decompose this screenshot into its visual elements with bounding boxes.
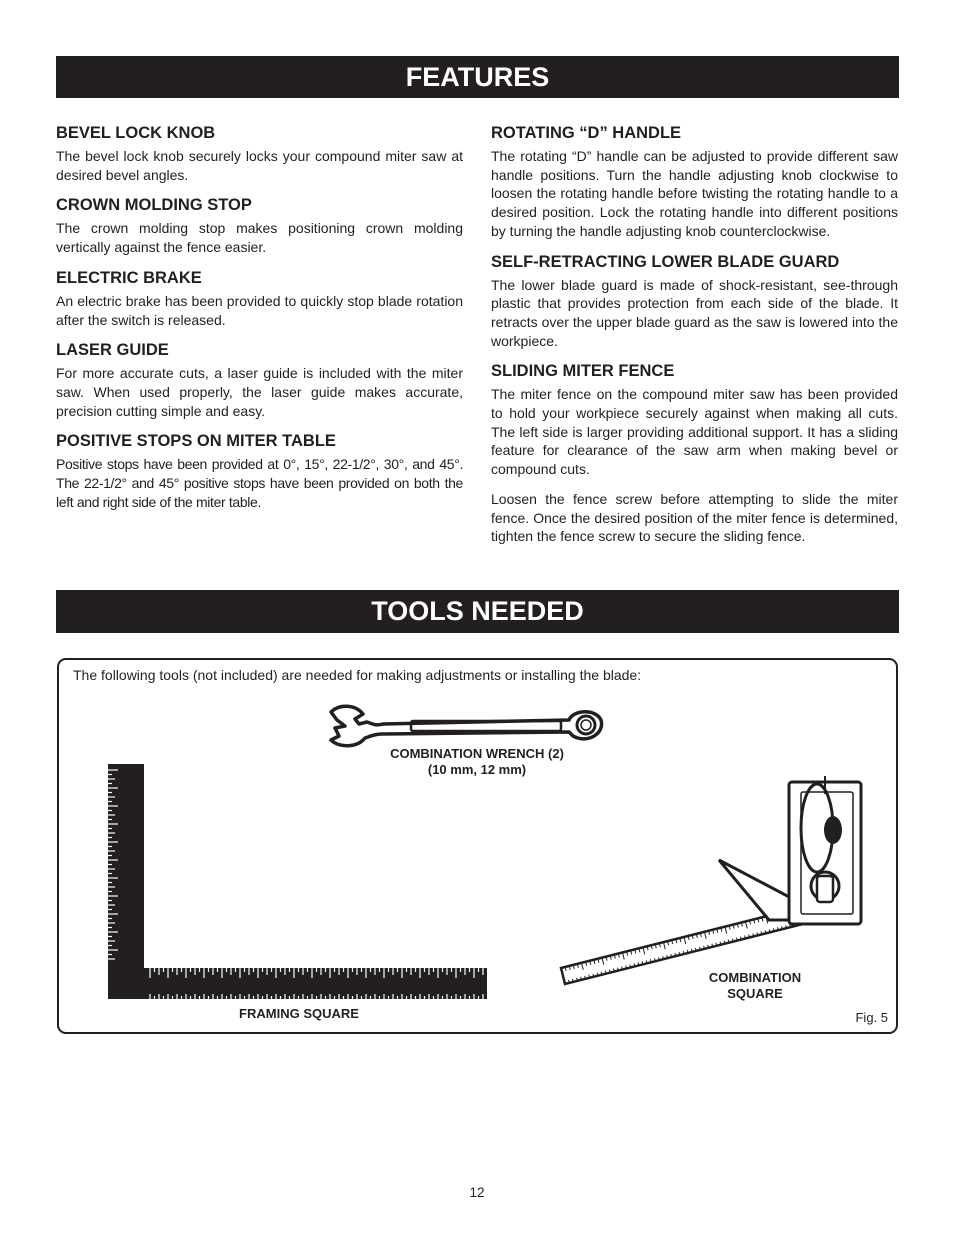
wrench-caption-line2: (10 mm, 12 mm) <box>427 762 527 777</box>
features-left-column <box>56 123 463 522</box>
feature-bevel-lock-knob <box>56 123 463 184</box>
wrench-caption-line1: COMBINATION WRENCH (2) <box>390 746 564 761</box>
tools-needed-title: TOOLS NEEDED <box>371 596 584 626</box>
feature-body: The miter fence on the compound miter saw has been provided to hold your workpiece securely against when making all cuts. The left side is larger providing additional support. It has a sliding feature for clearance of the saw arm when making bevel or compound cuts. <box>491 386 898 478</box>
feature-laser-guide <box>56 340 463 420</box>
feature-heading: CROWN MOLDING STOP <box>56 196 252 215</box>
combination-caption-line1: COMBINATION <box>708 970 802 985</box>
feature-body: An electric brake has been provided to quickly stop blade rotation after the switch is released. <box>56 292 463 328</box>
feature-body: The lower blade guard is made of shock-resistant, see-through plastic that provides protection from each side of the blade. It retracts over the upper blade guard as the saw is lowered into the workpiece. <box>491 276 898 349</box>
page-number: 12 <box>469 1185 485 1200</box>
framing-square-icon <box>106 762 488 1004</box>
feature-sliding-miter-fence <box>491 361 898 546</box>
feature-crown-molding-stop <box>56 195 463 256</box>
feature-lower-blade-guard <box>491 252 898 351</box>
feature-heading: BEVEL LOCK KNOB <box>56 124 216 142</box>
feature-heading: ROTATING “D” HANDLE <box>491 124 682 142</box>
feature-positive-stops <box>56 431 463 511</box>
tools-intro-text: The following tools (not included) are needed for making adjustments or installing the blade: <box>73 667 642 683</box>
feature-heading: POSITIVE STOPS ON MITER TABLE <box>56 432 336 451</box>
feature-heading: ELECTRIC BRAKE <box>56 268 202 287</box>
feature-rotating-d-handle <box>491 123 898 241</box>
features-right-column <box>491 123 898 557</box>
combination-square-icon <box>555 770 865 1000</box>
feature-body: The bevel lock knob securely locks your compound miter saw at desired bevel angles. <box>56 148 463 183</box>
tools-figure-box <box>57 658 898 1034</box>
combination-wrench-icon <box>325 702 607 752</box>
features-banner <box>56 56 899 98</box>
feature-body: Positive stops have been provided at 0°, 15°, 22-1/2°, 30°, and 45°. The 22-1/2° and 45° positive stops have been provided on both the left and right side of the miter table. <box>56 456 463 510</box>
feature-heading: LASER GUIDE <box>56 341 169 360</box>
feature-electric-brake <box>56 268 463 329</box>
feature-heading: SELF-RETRACTING LOWER BLADE GUARD <box>491 252 840 271</box>
combination-square-caption <box>695 970 815 1002</box>
feature-body: The rotating “D” handle can be adjusted to provide different saw handle positions. Turn the handle adjusting knob clockwise to loosen the rotating handle before twisting the rotating handle to a desired position. Lock the rotating handle into different positions by turning the handle adjusting knob counterclockwise. <box>491 148 898 239</box>
feature-body: The crown molding stop makes positioning crown molding vertically against the fence easier. <box>56 220 463 256</box>
features-title: FEATURES <box>405 62 550 92</box>
tools-needed-banner <box>56 590 899 633</box>
feature-body: For more accurate cuts, a laser guide is included with the miter saw. When used properly, the laser guide makes accurate, precision cutting simple and easy. <box>56 365 463 419</box>
figure-label: Fig. 5 <box>855 1010 888 1025</box>
feature-heading: SLIDING MITER FENCE <box>491 362 675 381</box>
combination-caption-line2: SQUARE <box>727 986 783 1001</box>
feature-body: Loosen the fence screw before attempting to slide the miter fence. Once the desired position of the miter fence is determined, tighten the fence screw to secure the sliding fence. <box>491 490 898 545</box>
framing-square-caption: FRAMING SQUARE <box>239 1006 359 1021</box>
